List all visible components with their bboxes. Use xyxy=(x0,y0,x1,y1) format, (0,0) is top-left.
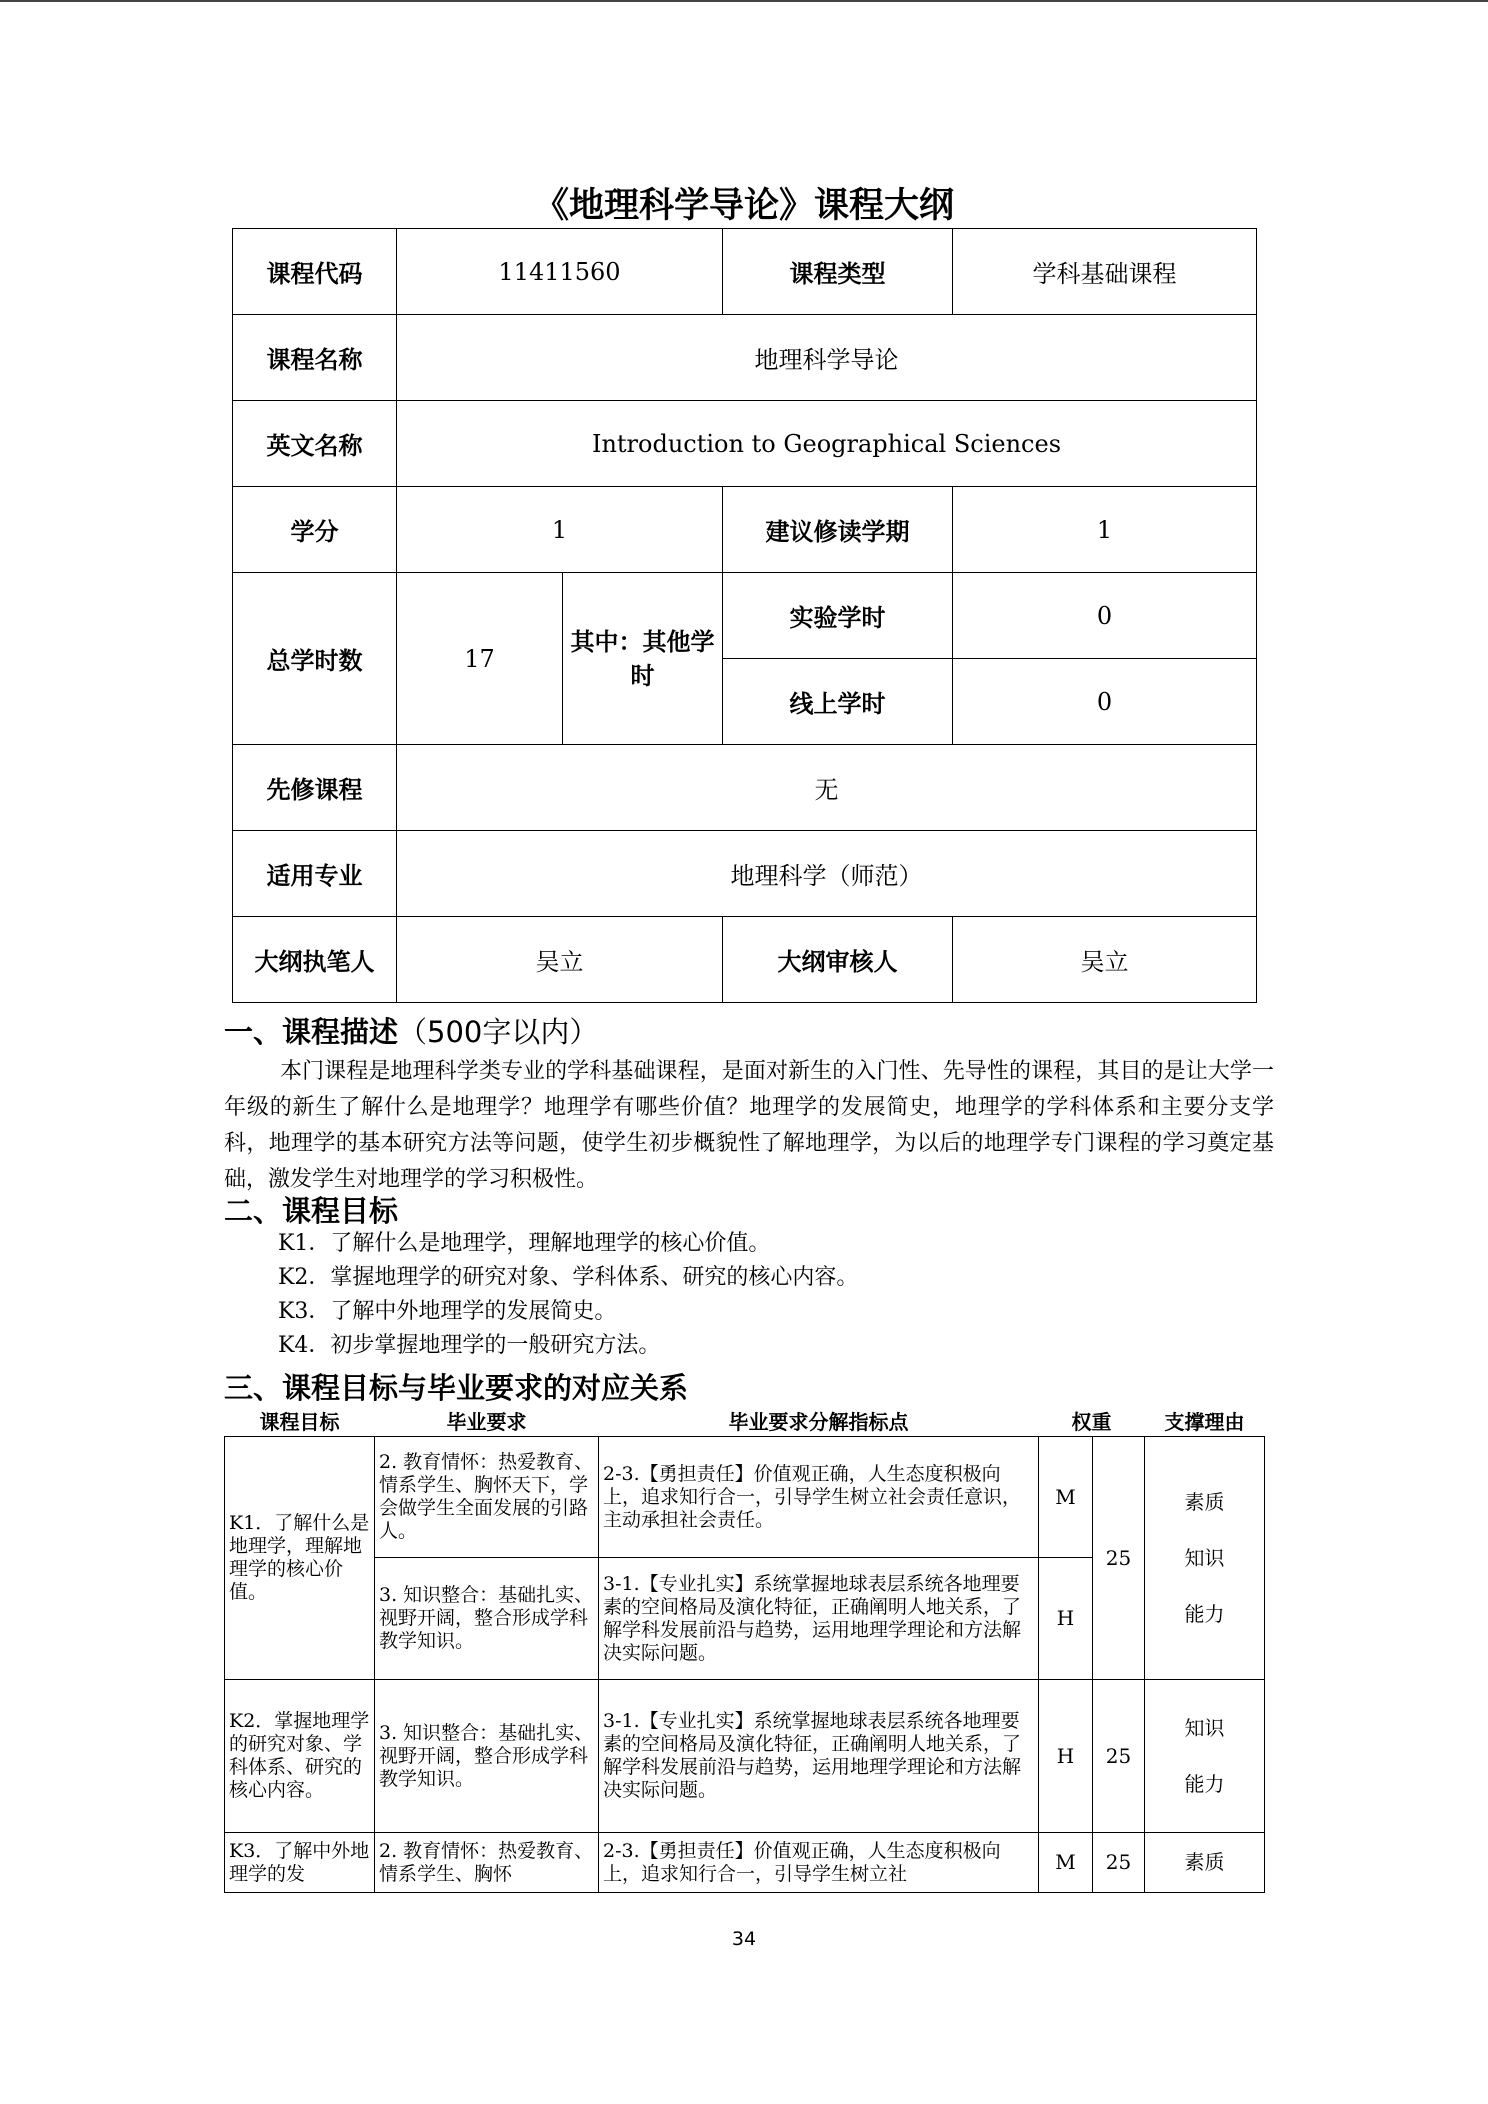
credit-value: 1 xyxy=(397,487,723,573)
hours-label: 总学时数 xyxy=(233,573,397,745)
section1-paragraph: 本门课程是地理科学类专业的学科基础课程，是面对新生的入门性、先导性的课程，其目的是让大学一年级的新生了解什么是地理学？地理学有哪些价值？地理学的发展简史，地理学的学科体系和主要分支学科，地理学的基本研究方法等问题，使学生初步概貌性了解地理学，为以后的地理学专门课程的学习奠定基础，激发学生对地理学的学习积极性。 xyxy=(224,1059,1274,1192)
section1-note: （500字以内） xyxy=(398,1015,599,1049)
page-top-border xyxy=(0,0,1488,2)
k2-reasons-cell xyxy=(1145,1680,1265,1833)
type-label: 课程类型 xyxy=(723,229,953,315)
mapping-row-k3 xyxy=(225,1833,1265,1893)
en-label: 英文名称 xyxy=(233,401,397,487)
other-hours-label: 其中：其他学时 xyxy=(563,573,723,745)
course-info-table xyxy=(232,228,1257,1003)
k1-reason-1: 素质 xyxy=(1184,1490,1225,1514)
page-number: 34 xyxy=(731,1928,757,1950)
goal-item-k2: K2．掌握地理学的研究对象、学科体系、研究的核心内容。 xyxy=(278,1265,859,1290)
code-value: 11411560 xyxy=(397,229,723,315)
k1-req3-cell: 3. 知识整合：基础扎实、视野开阔，整合形成学科教学知识。 xyxy=(375,1558,599,1680)
k2-goal-cell: K2．掌握地理学的研究对象、学科体系、研究的核心内容。 xyxy=(225,1680,375,1833)
section1-heading xyxy=(224,1010,598,1051)
k3-req-cell: 2. 教育情怀：热爱教育、情系学生、胸怀 xyxy=(375,1833,599,1893)
k2-req3-cell: 3. 知识整合：基础扎实、视野开阔，整合形成学科教学知识。 xyxy=(375,1680,599,1833)
section2-heading: 二、课程目标 xyxy=(224,1194,399,1228)
term-value: 1 xyxy=(953,487,1257,573)
code-label: 课程代码 xyxy=(233,229,397,315)
header-goal: 课程目标 xyxy=(259,1409,340,1434)
goal-item-k4: K4．初步掌握地理学的一般研究方法。 xyxy=(278,1333,661,1358)
mapping-header-row xyxy=(225,1404,1265,1437)
info-row-code xyxy=(233,229,1257,315)
page-title: 《地理科学导论》课程大纲 xyxy=(533,186,954,226)
mapping-row-k1a xyxy=(225,1437,1265,1558)
k3-reason-cell: 素质 xyxy=(1145,1833,1265,1893)
k2-level-h: H xyxy=(1039,1680,1093,1833)
goal-item-k3: K3．了解中外地理学的发展简史。 xyxy=(278,1299,617,1324)
header-reason: 支撑理由 xyxy=(1164,1409,1245,1434)
k2-ind31-cell: 3-1.【专业扎实】系统掌握地球表层系统各地理要素的空间格局及演化特征，正确阐明人地关系，了解学科发展前沿与趋势，运用地理学理论和方法解决实际问题。 xyxy=(599,1680,1039,1833)
info-row-prereq xyxy=(233,745,1257,831)
header-weight: 权重 xyxy=(1071,1409,1112,1434)
author-value: 吴立 xyxy=(397,917,723,1003)
k1-reason-2: 知识 xyxy=(1184,1546,1225,1570)
k3-goal-cell: K3．了解中外地理学的发 xyxy=(225,1833,375,1893)
info-row-major xyxy=(233,831,1257,917)
info-row-credit xyxy=(233,487,1257,573)
info-row-name xyxy=(233,315,1257,401)
k1-level-m: M xyxy=(1039,1437,1093,1558)
k2-reason-2: 能力 xyxy=(1184,1772,1225,1796)
k1-req2-cell: 2. 教育情怀：热爱教育、情系学生、胸怀天下，学会做学生全面发展的引路人。 xyxy=(375,1437,599,1558)
k3-ind-cell: 2-3.【勇担责任】价值观正确，人生态度积极向上，追求知行合一，引导学生树立社 xyxy=(599,1833,1039,1893)
section3-heading: 三、课程目标与毕业要求的对应关系 xyxy=(224,1371,689,1405)
section1-body xyxy=(224,1054,1274,1198)
goal-item-k1: K1．了解什么是地理学，理解地理学的核心价值。 xyxy=(278,1231,771,1256)
goal-list xyxy=(278,1227,858,1363)
k1-goal-cell: K1．了解什么是地理学，理解地理学的核心价值。 xyxy=(225,1437,375,1680)
name-label: 课程名称 xyxy=(233,315,397,401)
online-value: 0 xyxy=(953,659,1257,745)
major-value: 地理科学（师范） xyxy=(397,831,1257,917)
term-label: 建议修读学期 xyxy=(723,487,953,573)
k1-reasons-cell xyxy=(1145,1437,1265,1680)
online-label: 线上学时 xyxy=(723,659,953,745)
reviewer-label: 大纲审核人 xyxy=(723,917,953,1003)
lab-value: 0 xyxy=(953,573,1257,659)
k1-reason-3: 能力 xyxy=(1184,1602,1225,1626)
credit-label: 学分 xyxy=(233,487,397,573)
info-row-hours xyxy=(233,573,1257,659)
name-value: 地理科学导论 xyxy=(397,315,1257,401)
mapping-table xyxy=(224,1404,1265,1893)
lab-label: 实验学时 xyxy=(723,573,953,659)
k3-weight: 25 xyxy=(1093,1833,1145,1893)
k1-weight: 25 xyxy=(1093,1437,1145,1680)
k2-weight: 25 xyxy=(1093,1680,1145,1833)
header-indicator: 毕业要求分解指标点 xyxy=(728,1409,909,1434)
prereq-label: 先修课程 xyxy=(233,745,397,831)
header-requirement: 毕业要求 xyxy=(446,1409,527,1434)
info-row-en xyxy=(233,401,1257,487)
prereq-value: 无 xyxy=(397,745,1257,831)
en-value: Introduction to Geographical Sciences xyxy=(397,401,1257,487)
info-row-author xyxy=(233,917,1257,1003)
k1-ind31-cell: 3-1.【专业扎实】系统掌握地球表层系统各地理要素的空间格局及演化特征，正确阐明人地关系，了解学科发展前沿与趋势，运用地理学理论和方法解决实际问题。 xyxy=(599,1558,1039,1680)
k3-level-m: M xyxy=(1039,1833,1093,1893)
author-label: 大纲执笔人 xyxy=(233,917,397,1003)
type-value: 学科基础课程 xyxy=(953,229,1257,315)
hours-value: 17 xyxy=(397,573,563,745)
k2-reason-1: 知识 xyxy=(1184,1716,1225,1740)
section1-title: 一、课程描述 xyxy=(224,1015,399,1049)
k1-ind23-cell: 2-3.【勇担责任】价值观正确，人生态度积极向上，追求知行合一，引导学生树立社会责任意识，主动承担社会责任。 xyxy=(599,1437,1039,1558)
k1-level-h: H xyxy=(1039,1558,1093,1680)
reviewer-value: 吴立 xyxy=(953,917,1257,1003)
mapping-row-k2 xyxy=(225,1680,1265,1833)
major-label: 适用专业 xyxy=(233,831,397,917)
